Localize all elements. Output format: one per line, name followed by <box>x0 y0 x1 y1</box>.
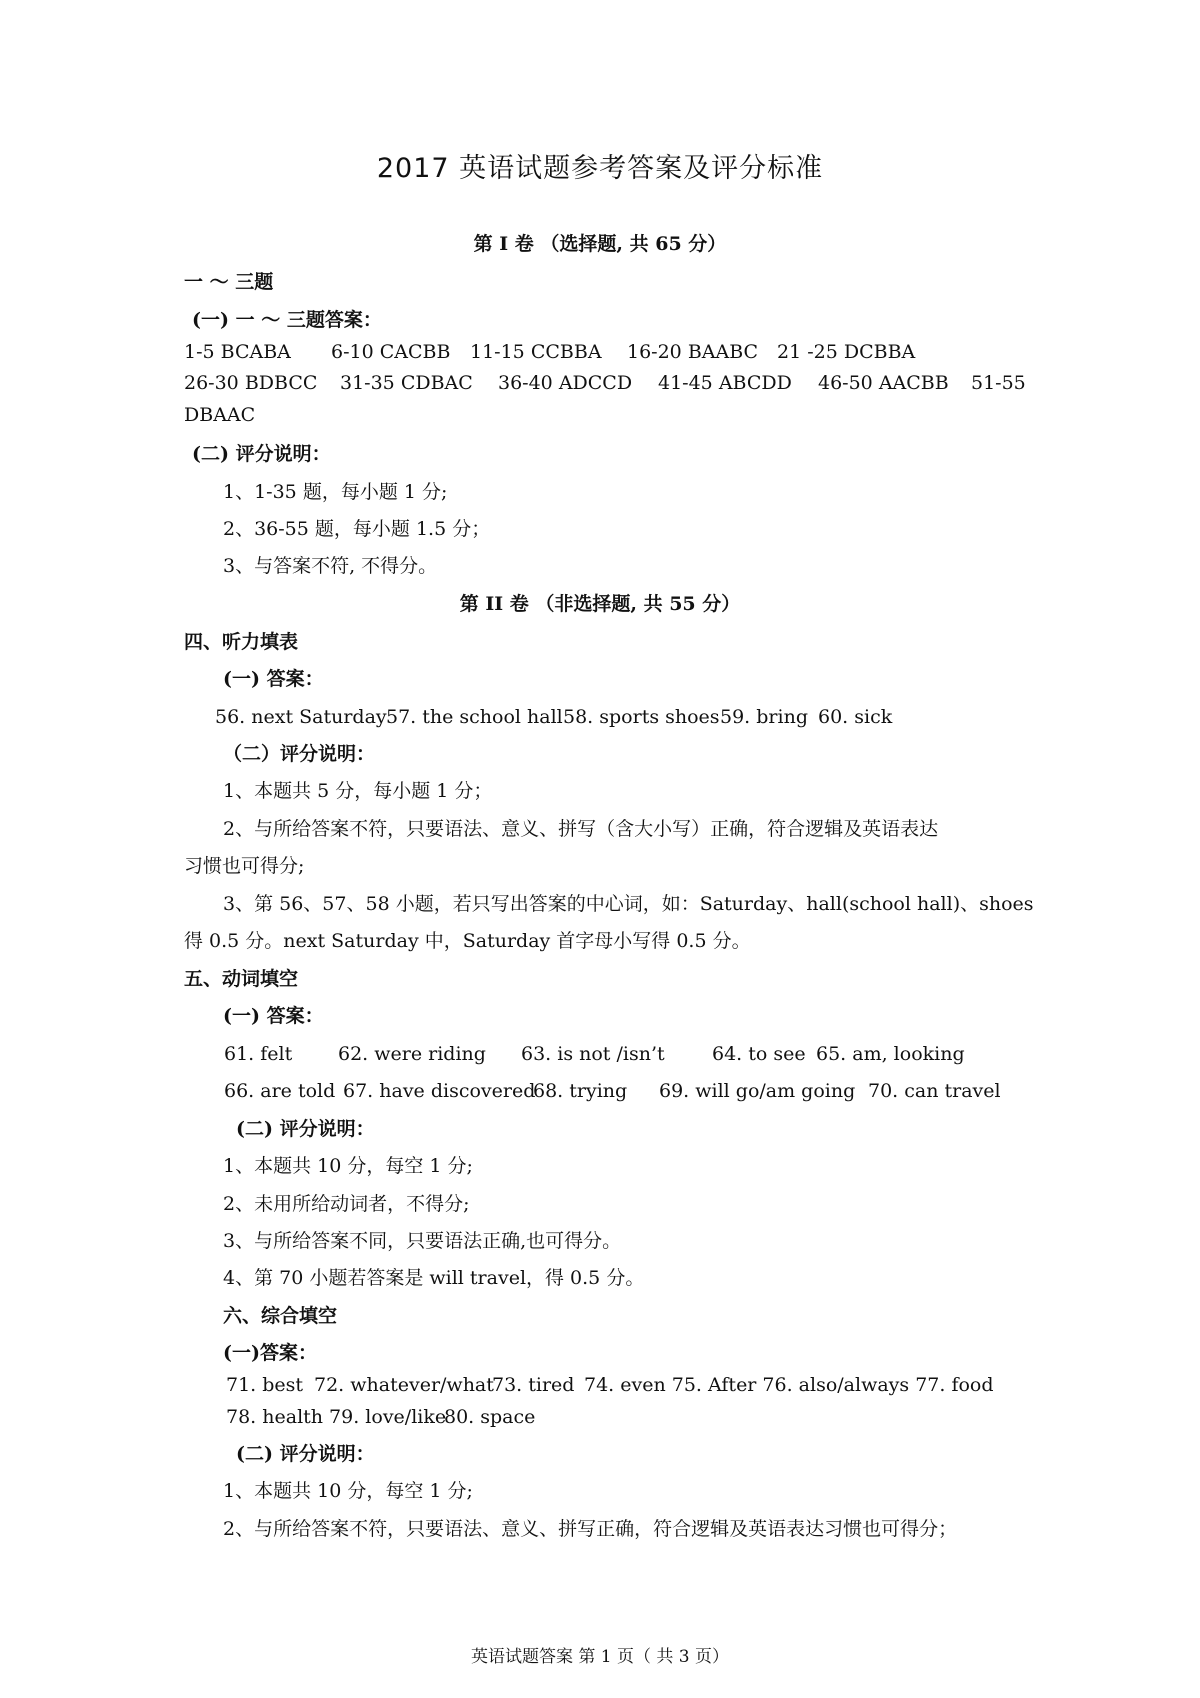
answer-group: 1-5 BCABA <box>184 341 291 363</box>
scoring-rule-continued: 得 0.5 分。next Saturday 中，Saturday 首字母小写得 0.5 分。 <box>184 930 751 952</box>
answer-group: 31-35 CDBAC <box>340 372 473 394</box>
sec4-answers-label: (一) 答案： <box>223 668 324 690</box>
answer-item: 68. trying <box>533 1080 628 1102</box>
answer-group: 51-55 <box>971 372 1026 394</box>
scoring-rule: 4、第 70 小题若答案是 will travel，得 0.5 分。 <box>223 1267 645 1289</box>
answer-item: 60. sick <box>818 706 893 728</box>
answer-group: 36-40 ADCCD <box>498 372 633 394</box>
scoring-rule: 3、与答案不符, 不得分。 <box>223 555 438 577</box>
part1-heading: 第 I 卷 （选择题, 共 65 分） <box>473 233 727 255</box>
sec4-scoring-label: （二）评分说明： <box>223 743 376 765</box>
sec5-answers-row2 <box>0 1079 1200 1103</box>
answer-item: 57. the school hall <box>386 706 563 728</box>
part1-scoring-label: (二) 评分说明： <box>192 443 331 465</box>
sec6-title: 六、综合填空 <box>223 1305 338 1327</box>
answer-item: 59. bring <box>720 706 808 728</box>
answer-item: 78. health 79. love/like <box>226 1406 447 1428</box>
answer-group: 26-30 BDBCC <box>184 372 318 394</box>
answer-item: 72. whatever/what <box>314 1374 494 1396</box>
sec6-answers-row2 <box>0 1405 1200 1429</box>
answer-group: 21 -25 DCBBA <box>777 341 916 363</box>
sec5-scoring-label: (二) 评分说明： <box>236 1118 375 1140</box>
scoring-rule: 2、未用所给动词者，不得分; <box>223 1193 470 1215</box>
answer-item: 58. sports shoes <box>563 706 720 728</box>
answer-item: 62. were riding <box>338 1043 486 1065</box>
answer-item: 65. am, looking <box>816 1043 965 1065</box>
answer-item: 73. tired <box>492 1374 575 1396</box>
sec4-answers <box>0 705 1200 729</box>
scoring-rule: 2、与所给答案不符，只要语法、意义、拼写（含大小写）正确，符合逻辑及英语表达 <box>223 818 939 840</box>
answer-item: 64. to see <box>712 1043 806 1065</box>
scoring-rule-continued: 习惯也可得分; <box>184 855 305 877</box>
answer-group: 46-50 AACBB <box>818 372 949 394</box>
part1-answers-row3: DBAAC <box>184 404 256 426</box>
scoring-rule: 2、36-55 题，每小题 1.5 分； <box>223 518 491 540</box>
answer-group: 6-10 CACBB <box>331 341 451 363</box>
answer-group: 16-20 BAABC <box>627 341 759 363</box>
part1-answers-row1 <box>0 340 1200 364</box>
answer-item: 63. is not /isn’t <box>521 1043 665 1065</box>
page-title: 2017 英语试题参考答案及评分标准 <box>376 153 824 184</box>
scoring-rule: 3、第 56、57、58 小题，若只写出答案的中心词，如：Saturday、hall(school hall)、shoes <box>223 893 1034 915</box>
part1-section-title: 一 ～ 三题 <box>184 271 274 293</box>
part1-answers-row2 <box>0 371 1200 395</box>
answer-item: 67. have discovered <box>343 1080 536 1102</box>
answer-item: 61. felt <box>224 1043 293 1065</box>
scoring-rule: 2、与所给答案不符，只要语法、意义、拼写正确，符合逻辑及英语表达习惯也可得分； <box>223 1518 958 1540</box>
sec5-answers-label: (一) 答案： <box>223 1005 324 1027</box>
scoring-rule: 1、本题共 5 分，每小题 1 分； <box>223 780 493 802</box>
sec5-title: 五、动词填空 <box>184 968 299 990</box>
answer-item: 56. next Saturday <box>215 706 387 728</box>
answer-item: 66. are told <box>224 1080 336 1102</box>
sec6-scoring-label: (二) 评分说明： <box>236 1443 375 1465</box>
answer-item: 70. can travel <box>868 1080 1001 1102</box>
answer-item: 69. will go/am going <box>659 1080 856 1102</box>
answer-group: 11-15 CCBBA <box>470 341 602 363</box>
answer-item: 74. even 75. After 76. also/always 77. food <box>584 1374 994 1396</box>
scoring-rule: 1、本题共 10 分，每空 1 分; <box>223 1480 473 1502</box>
page-footer: 英语试题答案 第 1 页（ 共 3 页） <box>470 1647 730 1667</box>
answer-item: 71. best <box>226 1374 304 1396</box>
scoring-rule: 1、1-35 题，每小题 1 分; <box>223 481 448 503</box>
part2-heading: 第 II 卷 （非选择题, 共 55 分） <box>459 593 741 615</box>
sec5-answers-row1 <box>0 1042 1200 1066</box>
answer-group: 41-45 ABCDD <box>658 372 792 394</box>
part1-answers-label: (一) 一 ～ 三题答案： <box>192 309 382 331</box>
scoring-rule: 3、与所给答案不同，只要语法正确,也可得分。 <box>223 1230 622 1252</box>
sec6-answers-row1 <box>0 1373 1200 1397</box>
sec4-title: 四、听力填表 <box>184 631 299 653</box>
answer-item: 80. space <box>444 1406 536 1428</box>
scoring-rule: 1、本题共 10 分，每空 1 分; <box>223 1155 473 1177</box>
sec6-answers-label: (一)答案： <box>223 1342 317 1364</box>
